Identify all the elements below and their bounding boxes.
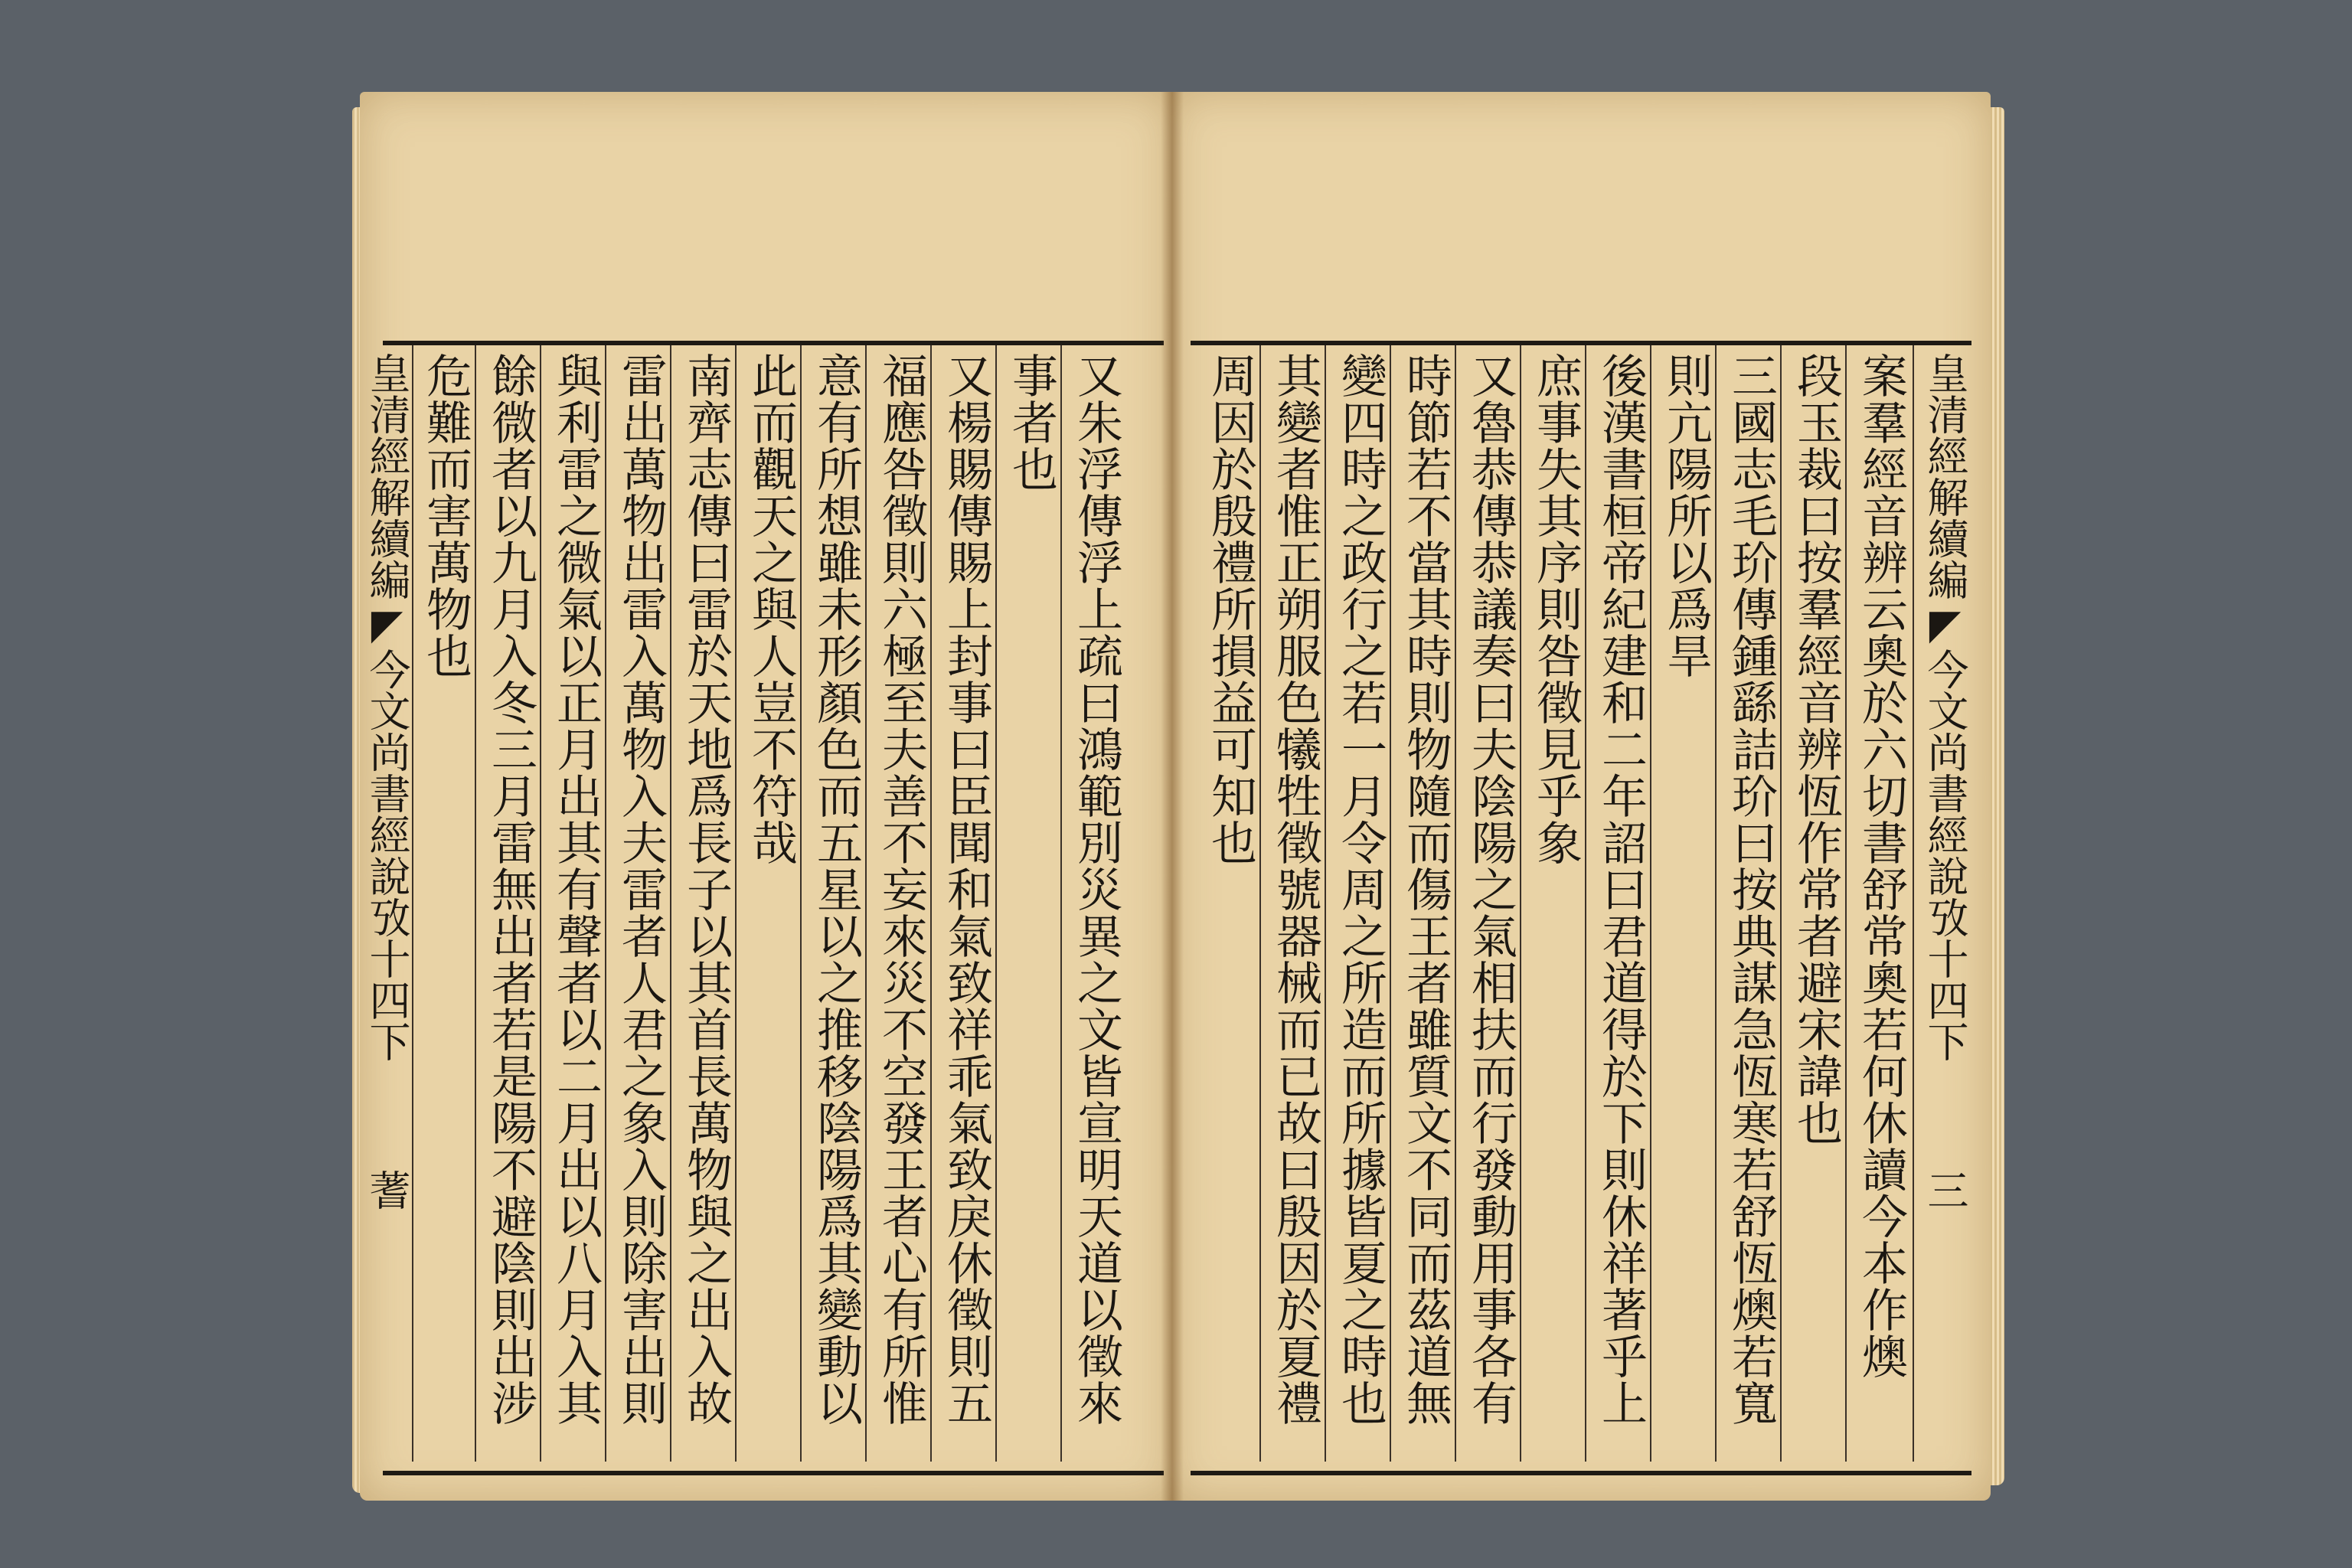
column-rule <box>605 345 606 1462</box>
column-rule <box>1715 345 1717 1462</box>
right-col-1: 案羣經音辨云奧於六切書舒常奧若何休讀今本作燠 <box>1854 352 1908 1380</box>
right-col-5: 後漢書桓帝紀建和二年詔曰君道得於下則休祥著乎上 <box>1594 352 1648 1426</box>
column-rule <box>1780 345 1782 1462</box>
column-rule <box>865 345 867 1462</box>
banxin-fish-tail: ◤ <box>363 600 411 648</box>
left-page <box>360 92 1171 1501</box>
left-col-4: 福應咎徵則六極至夫善不妄來災不空發王者心有所惟 <box>874 352 928 1426</box>
left-col-1: 又朱浮傳浮上疏曰鴻範別災異之文皆宣明天道以徵來 <box>1070 352 1123 1426</box>
right-col-10: 其變者惟正朔服色犧牲徵號器械而已故曰殷因於夏禮 <box>1269 352 1322 1426</box>
column-rule <box>800 345 802 1462</box>
column-rule <box>1650 345 1651 1462</box>
left-col-2: 事者也 <box>1004 352 1058 492</box>
column-rule <box>1325 345 1326 1462</box>
right-col-4: 則亢陽所以爲旱 <box>1659 352 1713 679</box>
right-col-7: 又魯恭傳恭議奏曰夫陰陽之氣相扶而行發動用事各有 <box>1464 352 1517 1426</box>
right-col-9: 變四時之政行之若一月令周之所造而所據皆夏之時也 <box>1334 352 1387 1426</box>
column-rule <box>475 345 476 1462</box>
left-banxin <box>360 352 413 1455</box>
column-rule <box>1390 345 1391 1462</box>
right-banxin <box>1918 352 1971 1455</box>
column-rule <box>1845 345 1847 1462</box>
banxin-subtitle: 今文尚書經說攷十四下 <box>1921 648 1969 1062</box>
left-col-7: 南齊志傳曰雷於天地爲長子以其首長萬物與之出入故 <box>679 352 733 1426</box>
right-col-3: 三國志毛玠傳鍾繇詰玠曰按典謀急恆寒若舒恆燠若寬 <box>1724 352 1778 1426</box>
right-col-6: 庶事失其序則咎徵見乎象 <box>1529 352 1583 866</box>
banxin-folio: 三 <box>1921 1169 1969 1210</box>
column-rule <box>670 345 671 1462</box>
column-rule <box>1913 345 1914 1462</box>
column-rule <box>540 345 541 1462</box>
book-gutter <box>1161 92 1184 1501</box>
column-rule <box>995 345 997 1462</box>
right-col-8: 時節若不當其時則物隨而傷王者雖質文不同而茲道無 <box>1399 352 1452 1426</box>
column-rule <box>1259 345 1261 1462</box>
left-col-11: 危難而害萬物也 <box>419 352 472 679</box>
left-col-6: 此而觀天之與人豈不符哉 <box>744 352 798 866</box>
left-col-10: 餘微者以九月入冬三月雷無出者若是陽不避陰則出涉 <box>484 352 537 1426</box>
column-rule <box>930 345 932 1462</box>
banxin-subtitle: 今文尚書經說攷十四下 <box>363 648 411 1062</box>
column-rule <box>1060 345 1062 1462</box>
column-rule <box>1455 345 1456 1462</box>
column-rule <box>1520 345 1521 1462</box>
banxin-title: 皇清經解續編 <box>363 352 411 600</box>
left-col-9: 與利雷之微氣以正月出其有聲者以二月出以八月入其 <box>549 352 603 1426</box>
open-book <box>360 92 1991 1501</box>
column-rule <box>1585 345 1586 1462</box>
column-rule <box>735 345 737 1462</box>
right-page <box>1171 92 1991 1501</box>
left-col-8: 雷出萬物出雷入萬物入夫雷者人君之象入則除害出則 <box>614 352 668 1426</box>
banxin-fish-tail: ◤ <box>1921 600 1969 648</box>
right-col-11: 周因於殷禮所損益可知也 <box>1204 352 1257 866</box>
left-col-5: 意有所想雖未形顏色而五星以之推移陰陽爲其變動以 <box>809 352 863 1426</box>
banxin-title: 皇清經解續編 <box>1921 352 1969 600</box>
left-col-3: 又楊賜傳賜上封事曰臣聞和氣致祥乖氣致戾休徵則五 <box>939 352 993 1426</box>
right-col-2: 段玉裁曰按羣經音辨恆作常者避宋諱也 <box>1789 352 1843 1146</box>
banxin-folio: 蓍 <box>363 1169 411 1210</box>
